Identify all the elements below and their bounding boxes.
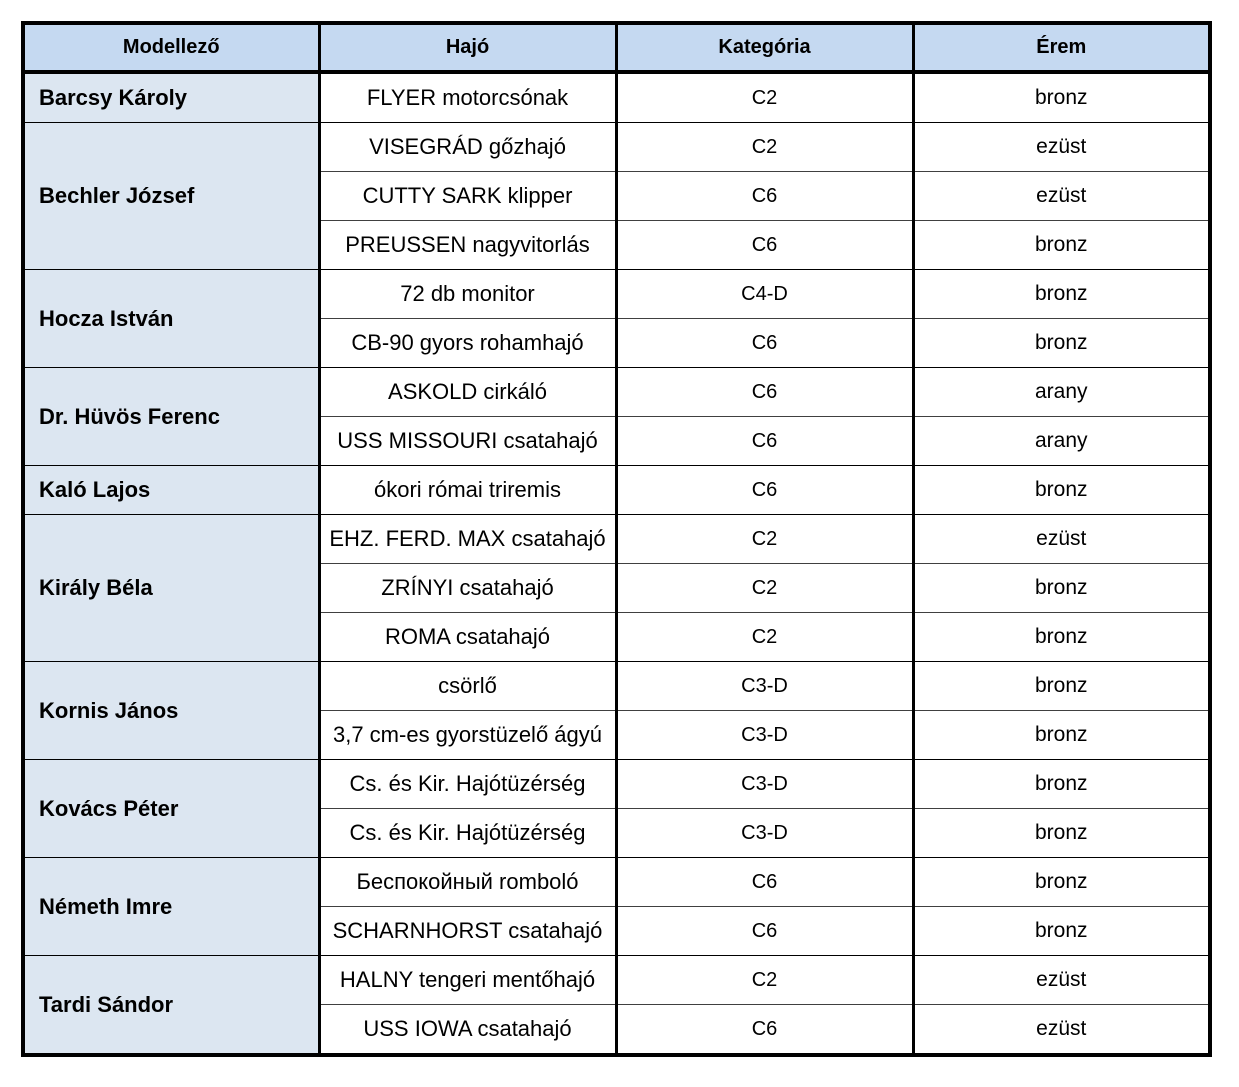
modeller-name-cell: Bechler József <box>23 123 319 270</box>
modeller-name-cell: Hocza István <box>23 270 319 368</box>
ship-cell: USS IOWA csatahajó <box>319 1005 616 1056</box>
header-modeller: Modellező <box>23 23 319 72</box>
medal-cell: bronz <box>913 711 1210 760</box>
table-row <box>23 466 1210 515</box>
category-cell: C2 <box>616 515 913 564</box>
table-body <box>23 72 1210 1055</box>
medal-cell: arany <box>913 417 1210 466</box>
table-row <box>23 368 1210 417</box>
ship-cell: SCHARNHORST csatahajó <box>319 907 616 956</box>
ship-cell: HALNY tengeri mentőhajó <box>319 956 616 1005</box>
table-row <box>23 72 1210 123</box>
category-cell: C6 <box>616 907 913 956</box>
medal-cell: bronz <box>913 613 1210 662</box>
category-cell: C2 <box>616 613 913 662</box>
category-cell: C6 <box>616 1005 913 1056</box>
medal-cell: arany <box>913 368 1210 417</box>
results-table-container <box>21 21 1212 1057</box>
category-cell: C6 <box>616 172 913 221</box>
category-cell: C6 <box>616 466 913 515</box>
category-cell: C6 <box>616 221 913 270</box>
modeller-name-cell: Tardi Sándor <box>23 956 319 1056</box>
medal-cell: bronz <box>913 809 1210 858</box>
header-ship: Hajó <box>319 23 616 72</box>
ship-cell: CUTTY SARK klipper <box>319 172 616 221</box>
ship-cell: USS MISSOURI csatahajó <box>319 417 616 466</box>
table-row <box>23 956 1210 1005</box>
modeller-name-cell: Németh Imre <box>23 858 319 956</box>
table-header-row <box>23 23 1210 72</box>
ship-cell: 3,7 cm-es gyorstüzelő ágyú <box>319 711 616 760</box>
category-cell: C3-D <box>616 760 913 809</box>
modeller-name-cell: Kornis János <box>23 662 319 760</box>
medal-cell: bronz <box>913 662 1210 711</box>
category-cell: C3-D <box>616 711 913 760</box>
results-table <box>21 21 1212 1057</box>
medal-cell: bronz <box>913 319 1210 368</box>
header-medal: Érem <box>913 23 1210 72</box>
modeller-name-cell: Kaló Lajos <box>23 466 319 515</box>
category-cell: C6 <box>616 368 913 417</box>
category-cell: C2 <box>616 564 913 613</box>
ship-cell: CB-90 gyors rohamhajó <box>319 319 616 368</box>
ship-cell: csörlő <box>319 662 616 711</box>
modeller-name-cell: Dr. Hüvös Ferenc <box>23 368 319 466</box>
medal-cell: bronz <box>913 270 1210 319</box>
category-cell: C6 <box>616 319 913 368</box>
medal-cell: bronz <box>913 858 1210 907</box>
table-row <box>23 270 1210 319</box>
ship-cell: Cs. és Kir. Hajótüzérség <box>319 760 616 809</box>
ship-cell: EHZ. FERD. MAX csatahajó <box>319 515 616 564</box>
medal-cell: ezüst <box>913 956 1210 1005</box>
header-category: Kategória <box>616 23 913 72</box>
category-cell: C6 <box>616 417 913 466</box>
ship-cell: 72 db monitor <box>319 270 616 319</box>
category-cell: C2 <box>616 123 913 172</box>
medal-cell: ezüst <box>913 123 1210 172</box>
ship-cell: ASKOLD cirkáló <box>319 368 616 417</box>
ship-cell: ókori római triremis <box>319 466 616 515</box>
table-row <box>23 662 1210 711</box>
ship-cell: Беспокойный romboló <box>319 858 616 907</box>
category-cell: C2 <box>616 956 913 1005</box>
ship-cell: ZRÍNYI csatahajó <box>319 564 616 613</box>
medal-cell: ezüst <box>913 515 1210 564</box>
modeller-name-cell: Barcsy Károly <box>23 72 319 123</box>
table-row <box>23 123 1210 172</box>
category-cell: C4-D <box>616 270 913 319</box>
medal-cell: bronz <box>913 466 1210 515</box>
medal-cell: bronz <box>1034 86 1088 109</box>
table-row <box>23 760 1210 809</box>
medal-cell: bronz <box>913 760 1210 809</box>
medal-cell: bronz <box>913 907 1210 956</box>
table-row <box>23 858 1210 907</box>
modeller-name-cell: Kovács Péter <box>23 760 319 858</box>
category-cell: C2 <box>616 72 913 123</box>
ship-cell: FLYER motorcsónak <box>319 72 616 123</box>
category-cell: C3-D <box>616 809 913 858</box>
medal-cell: bronz <box>913 564 1210 613</box>
ship-cell: ROMA csatahajó <box>319 613 616 662</box>
medal-cell: ezüst <box>913 1005 1210 1056</box>
category-cell: C6 <box>616 858 913 907</box>
medal-cell: bronz <box>913 221 1210 270</box>
ship-cell: VISEGRÁD gőzhajó <box>319 123 616 172</box>
table-row <box>23 515 1210 564</box>
ship-cell: Cs. és Kir. Hajótüzérség <box>319 809 616 858</box>
ship-cell: PREUSSEN nagyvitorlás <box>319 221 616 270</box>
modeller-name-cell: Király Béla <box>23 515 319 662</box>
category-cell: C3-D <box>616 662 913 711</box>
medal-cell: ezüst <box>913 172 1210 221</box>
